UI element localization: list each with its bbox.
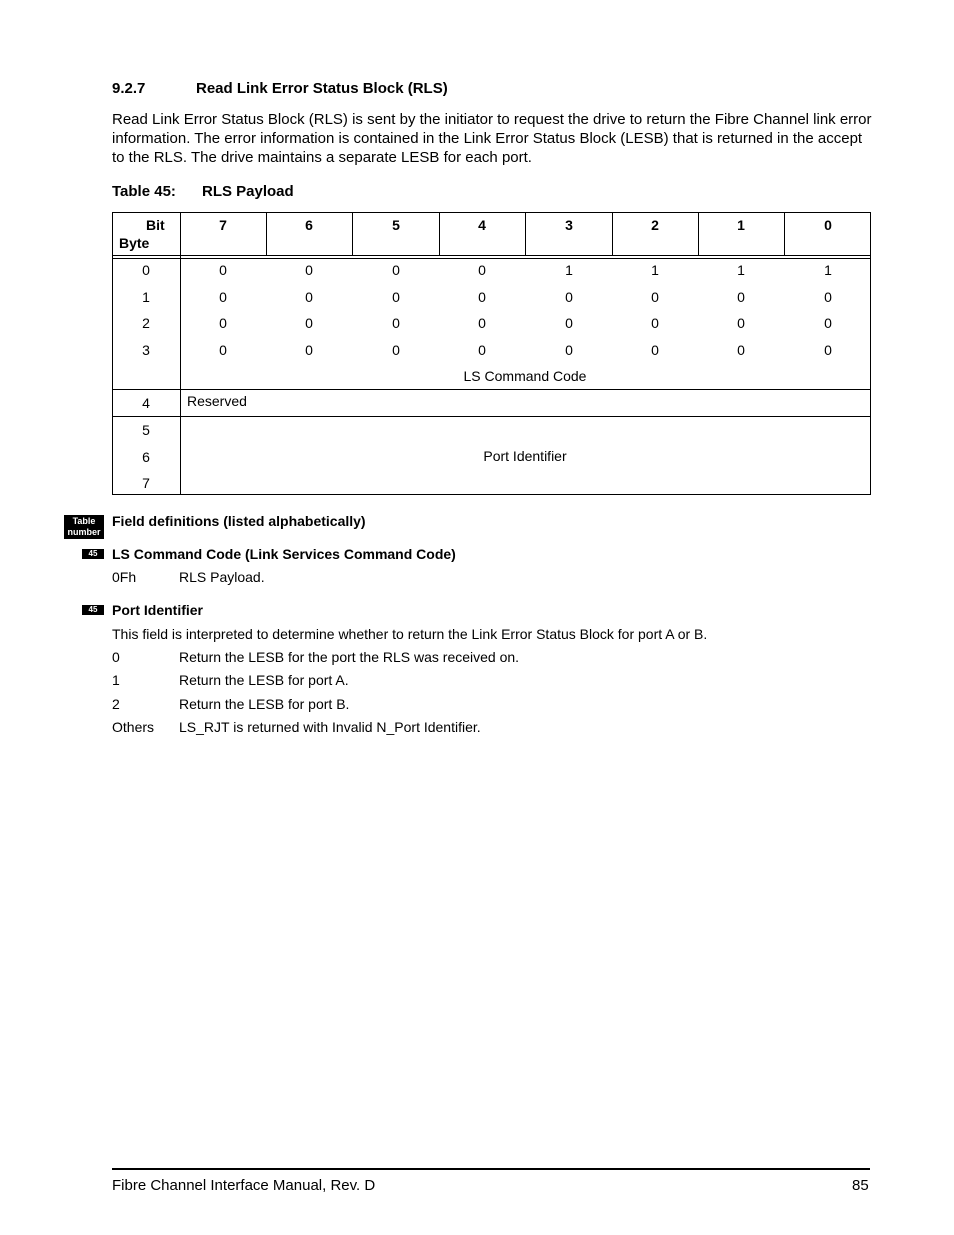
byte-number: 4 (142, 395, 150, 411)
bit-header: 7 (219, 217, 227, 233)
field-value-desc: Return the LESB for port A. (179, 672, 349, 688)
byte-number: 1 (142, 289, 150, 305)
bit-header: 2 (651, 217, 659, 233)
bit-value: 0 (651, 289, 659, 305)
bit-value: 0 (565, 315, 573, 331)
field-definitions-heading: Field definitions (listed alphabetically) (112, 513, 366, 529)
bit-value: 0 (305, 315, 313, 331)
field-value-code: Others (112, 719, 155, 735)
bit-value: 0 (219, 289, 227, 305)
bit-value: 0 (478, 342, 486, 358)
bit-value: 0 (392, 315, 400, 331)
header-byte-label: Byte (119, 235, 150, 251)
table-number-badge (64, 515, 104, 539)
header-divider (352, 213, 353, 256)
bit-value: 0 (824, 315, 832, 331)
bit-value: 0 (737, 289, 745, 305)
byte-number: 7 (142, 475, 150, 491)
bit-value: 0 (392, 342, 400, 358)
bit-value: 0 (305, 262, 313, 278)
bit-value: 0 (651, 315, 659, 331)
field-value-code: 0 (112, 649, 120, 665)
bit-header: 4 (478, 217, 486, 233)
field-value-desc: LS_RJT is returned with Invalid N_Port Identifier. (179, 719, 481, 735)
byte-number: 3 (142, 342, 150, 358)
badge-line: Table (72, 516, 96, 526)
section-title: Read Link Error Status Block (RLS) (196, 80, 448, 97)
bit-value: 0 (565, 342, 573, 358)
intro-paragraph: Read Link Error Status Block (RLS) is sent by the initiator to request the drive to return the Fibre Channel link error information. The error information is contained in the Link Error Status Block (LESB) that is returned in the accept to the RLS. The drive maintains a separate LESB for each port. (112, 111, 872, 166)
footer-title: Fibre Channel Interface Manual, Rev. D (112, 1177, 376, 1194)
header-divider (612, 213, 613, 256)
bit-value: 0 (305, 289, 313, 305)
section-number: 9.2.7 (112, 80, 146, 97)
bit-value: 0 (392, 289, 400, 305)
field-name: Port Identifier (112, 602, 204, 618)
field-value-code: 2 (112, 696, 120, 712)
bit-value: 0 (478, 315, 486, 331)
bit-value: 0 (824, 342, 832, 358)
bit-value: 0 (219, 315, 227, 331)
bit-header: 3 (565, 217, 573, 233)
port-identifier-label: Port Identifier (483, 448, 567, 464)
bit-value: 0 (651, 342, 659, 358)
bit-value: 0 (737, 342, 745, 358)
table-ref-badge: 45 (82, 549, 104, 559)
bit-value: 0 (478, 262, 486, 278)
bit-value: 0 (219, 342, 227, 358)
bit-value: 0 (565, 289, 573, 305)
bit-header: 5 (392, 217, 400, 233)
bit-value: 1 (737, 262, 745, 278)
bit-value: 1 (565, 262, 573, 278)
byte-number: 5 (142, 422, 150, 438)
row-rule (113, 389, 870, 390)
bit-value: 0 (305, 342, 313, 358)
header-divider (439, 213, 440, 256)
header-rule (113, 255, 870, 256)
bit-value: 0 (737, 315, 745, 331)
field-value-code: 1 (112, 672, 120, 688)
header-divider (784, 213, 785, 256)
byte-number: 6 (142, 449, 150, 465)
header-divider (266, 213, 267, 256)
table-ref-badge: 45 (82, 605, 104, 615)
badge-line: number (67, 527, 101, 537)
bit-value: 1 (824, 262, 832, 278)
bit-value: 0 (824, 289, 832, 305)
reserved-label: Reserved (187, 393, 247, 409)
bit-header: 0 (824, 217, 832, 233)
bit-header: 1 (737, 217, 745, 233)
bit-value: 0 (219, 262, 227, 278)
bit-value: 0 (392, 262, 400, 278)
field-value-desc: Return the LESB for the port the RLS was received on. (179, 649, 520, 665)
page-number: 85 (852, 1177, 869, 1194)
field-value-desc: RLS Payload. (179, 569, 265, 585)
bit-header: 6 (305, 217, 313, 233)
row-rule (113, 416, 870, 417)
header-bit-label: Bit (146, 217, 165, 233)
header-divider (698, 213, 699, 256)
byte-number: 0 (142, 262, 150, 278)
field-name: LS Command Code (Link Services Command Code) (112, 546, 456, 562)
footer-rule (112, 1168, 870, 1170)
bit-value: 0 (478, 289, 486, 305)
header-rule (113, 258, 870, 259)
header-divider (525, 213, 526, 256)
field-value-desc: Return the LESB for port B. (179, 696, 350, 712)
table-caption-title: RLS Payload (202, 183, 294, 200)
field-value-code: 0Fh (112, 569, 137, 585)
rls-payload-table (112, 212, 871, 495)
table-caption-number: Table 45: (112, 183, 176, 200)
byte-number: 2 (142, 315, 150, 331)
ls-command-code-label: LS Command Code (463, 368, 587, 384)
bit-value: 1 (651, 262, 659, 278)
field-description: This field is interpreted to determine whether to return the Link Error Status Block for port A or B. (112, 626, 708, 642)
